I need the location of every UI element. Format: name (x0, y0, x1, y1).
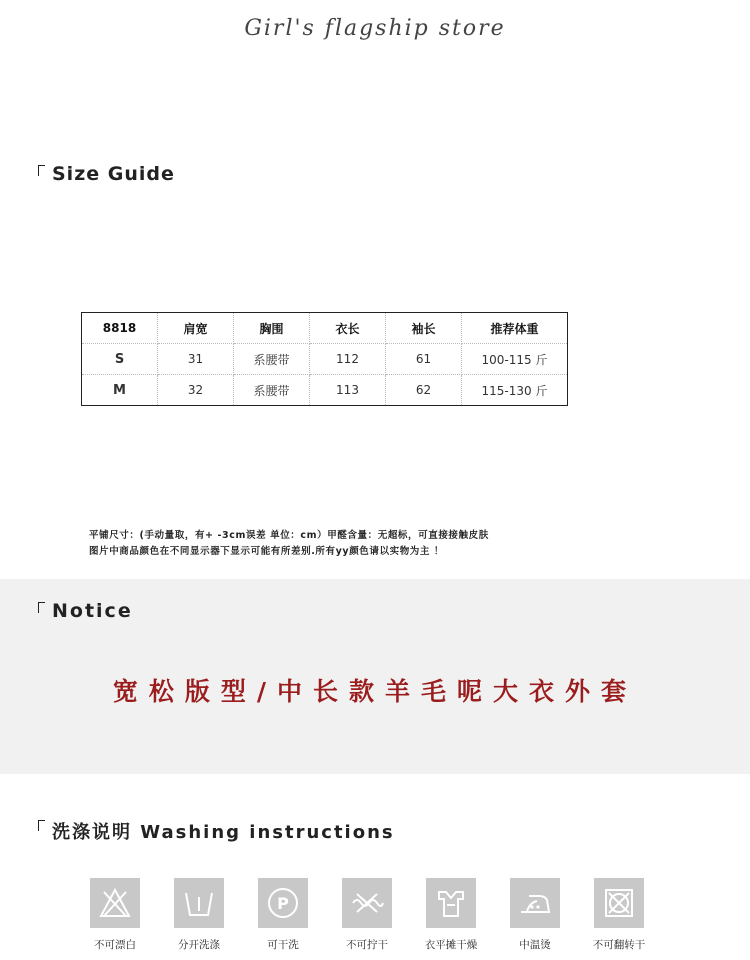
header-length: 衣长 (310, 313, 386, 344)
table-cell: 31 (158, 344, 234, 375)
no-wring-icon (342, 878, 392, 928)
svg-text:P: P (277, 894, 289, 913)
dry-clean-icon (258, 878, 308, 928)
no-tumble-dry-icon (594, 878, 644, 928)
brand-title: Girl's flagship store (244, 16, 506, 41)
table-cell: 系腰带 (234, 344, 310, 375)
wash-item-flat-dry (406, 878, 496, 952)
header-shoulder: 肩宽 (158, 313, 234, 344)
table-cell: S (82, 344, 158, 375)
wash-item-separate-wash (154, 878, 244, 952)
wash-label: 不可漂白 (94, 939, 136, 951)
table-row (82, 375, 568, 406)
size-guide-title: Size Guide (52, 163, 175, 185)
table-cell: 系腰带 (234, 375, 310, 406)
corner-bracket-icon (38, 165, 45, 176)
washing-heading (38, 818, 395, 844)
flat-dry-icon (426, 878, 476, 928)
header-model: 8818 (82, 313, 158, 344)
corner-bracket-icon (38, 602, 45, 613)
corner-bracket-icon (38, 820, 45, 831)
wash-item-no-tumble-dry (574, 878, 664, 952)
wash-item-no-bleach (70, 878, 160, 952)
header-weight: 推荐体重 (462, 313, 568, 344)
notice-title: Notice (52, 600, 133, 622)
separate-wash-icon (174, 878, 224, 928)
wash-item-medium-iron (490, 878, 580, 952)
size-guide-heading (38, 163, 175, 185)
wash-label: 分开洗涤 (178, 939, 220, 951)
wash-label: 不可翻转干 (592, 939, 646, 951)
size-table (81, 312, 568, 406)
table-cell: 115-130 斤 (481, 383, 548, 398)
header-sleeve: 袖长 (386, 313, 462, 344)
wash-label: 衣平摊干燥 (424, 939, 478, 951)
table-cell: 100-115 斤 (462, 344, 568, 375)
wash-label: 不可拧干 (346, 939, 388, 951)
notes-line-2: 图片中商品颜色在不同显示器下显示可能有所差别.所有yy颜色请以实物为主 ！ (89, 546, 445, 557)
measurement-notes (89, 528, 689, 560)
notice-text: 宽松版型/中长款羊毛呢大衣外套 (112, 677, 638, 706)
wash-item-dry-clean (238, 878, 328, 952)
notice-heading (38, 600, 133, 622)
table-cell: 62 (386, 375, 462, 406)
table-cell: 61 (386, 344, 462, 375)
table-cell: 112 (310, 344, 386, 375)
washing-title: 洗涤说明 Washing instructions (52, 822, 395, 843)
wash-label: 中温烫 (519, 939, 551, 951)
table-header-row (82, 313, 568, 344)
wash-label: 可干洗 (267, 939, 299, 951)
table-cell: 113 (310, 375, 386, 406)
table-cell: 32 (158, 375, 234, 406)
washing-icons-row (70, 878, 680, 960)
notes-line-1: 平铺尺寸：(手动量取，有+ -3cm误差 单位：cm）甲醛含量：无超标，可直接接触皮肤 (89, 530, 489, 541)
medium-iron-icon (510, 878, 560, 928)
table-cell: M (82, 375, 158, 406)
header-bust: 胸围 (234, 313, 310, 344)
no-bleach-icon (90, 878, 140, 928)
wash-item-no-wring (322, 878, 412, 952)
table-row (82, 344, 568, 375)
